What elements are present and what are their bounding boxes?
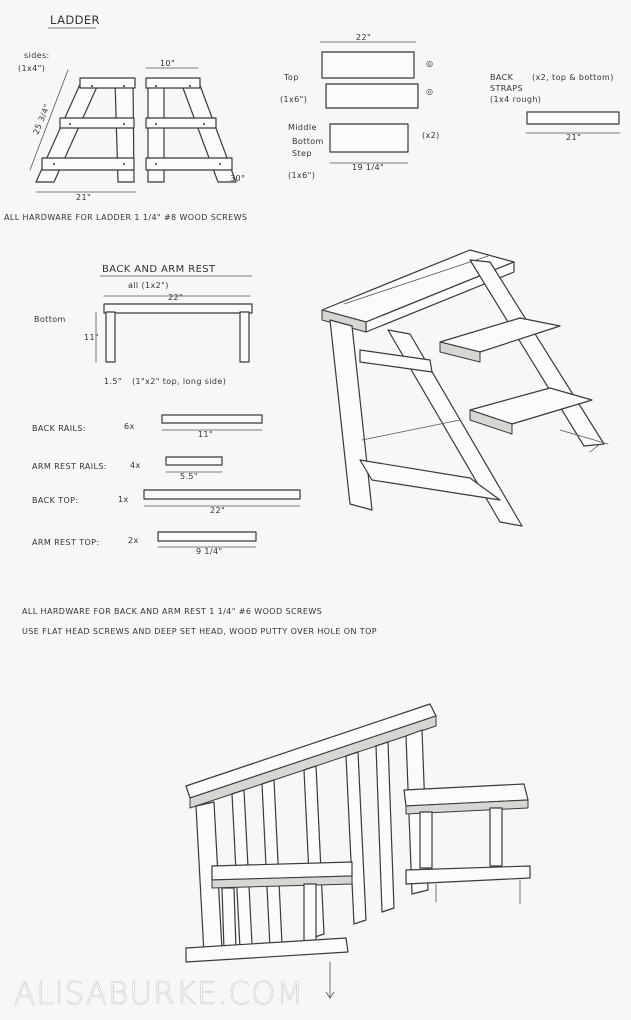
arm-rails-qty: 4x [130,461,141,470]
back-label: BACK [490,73,514,82]
back-top-qty: 1x [118,495,129,504]
top-board-1 [322,52,414,78]
arm-top-qty: 2x [128,536,139,545]
back-rails-len: 11" [198,430,214,439]
svg-text:◎: ◎ [426,87,434,96]
back-strap-board [527,112,619,124]
sides-label: sides: [24,51,50,60]
ladder-right-side [146,68,236,182]
step-stool-illustration [322,250,608,526]
rest-all-size: all (1x2") [128,281,169,290]
middle-step-board [330,124,408,152]
top-board-width: 22" [356,33,372,42]
top-width: 10" [160,59,176,68]
rest-bottom-label: Bottom [34,315,66,324]
ladder-title: LADDER [50,13,100,27]
back-top-label: BACK TOP: [32,496,79,505]
top-size: (1x6") [280,95,308,104]
back-rails-qty: 6x [124,422,135,431]
straps-label: STRAPS [490,84,523,93]
rest-frame-width: 22" [168,293,184,302]
straps-size: (1x4 rough) [490,95,542,104]
sides-size: (1x4") [18,64,46,73]
rest-offset-note: (1"x2" top, long side) [132,377,227,386]
step-width: 19 1/4" [352,163,385,172]
arm-top-label: ARM REST TOP: [32,538,100,547]
back-arm-rest-illustration [186,704,530,998]
rest-offset: 1.5" [104,377,123,386]
ladder-left-side [30,70,135,182]
svg-text:◎: ◎ [426,59,434,68]
rest-hardware-note: ALL HARDWARE FOR BACK AND ARM REST 1 1/4" #6 WOOD SCREWS [22,607,323,616]
straps-count: (x2, top & bottom) [532,73,614,82]
arm-top-len: 9 1/4" [196,547,223,556]
arm-rails-label: ARM REST RAILS: [32,462,107,471]
top-board-2 [326,84,418,108]
angle-label: 30° [230,174,246,183]
mid-size: (1x6") [288,171,316,180]
rest-frame [104,304,252,362]
rest-height: 11" [84,333,100,342]
ladder-hardware-note: ALL HARDWARE FOR LADDER 1 1/4" #8 WOOD SCREWS [4,213,248,222]
rest-title: BACK AND ARM REST [102,264,216,275]
step-label: Step [292,149,312,158]
straps-len: 21" [566,133,582,142]
bottom-width: 21" [76,193,92,202]
middle-label: Middle [288,123,317,132]
side-length: 25 3/4" [31,102,52,136]
watermark: ALISABURKE.COM [14,976,305,1012]
back-rails-label: BACK RAILS: [32,424,86,433]
putty-note: USE FLAT HEAD SCREWS AND DEEP SET HEAD, WOOD PUTTY OVER HOLE ON TOP [22,627,377,636]
back-top-len: 22" [210,506,226,515]
arm-rails-len: 5.5" [180,472,199,481]
top-label: Top [284,73,299,82]
bottom-step-label: Bottom [292,137,324,146]
step-count: (x2) [422,131,440,140]
